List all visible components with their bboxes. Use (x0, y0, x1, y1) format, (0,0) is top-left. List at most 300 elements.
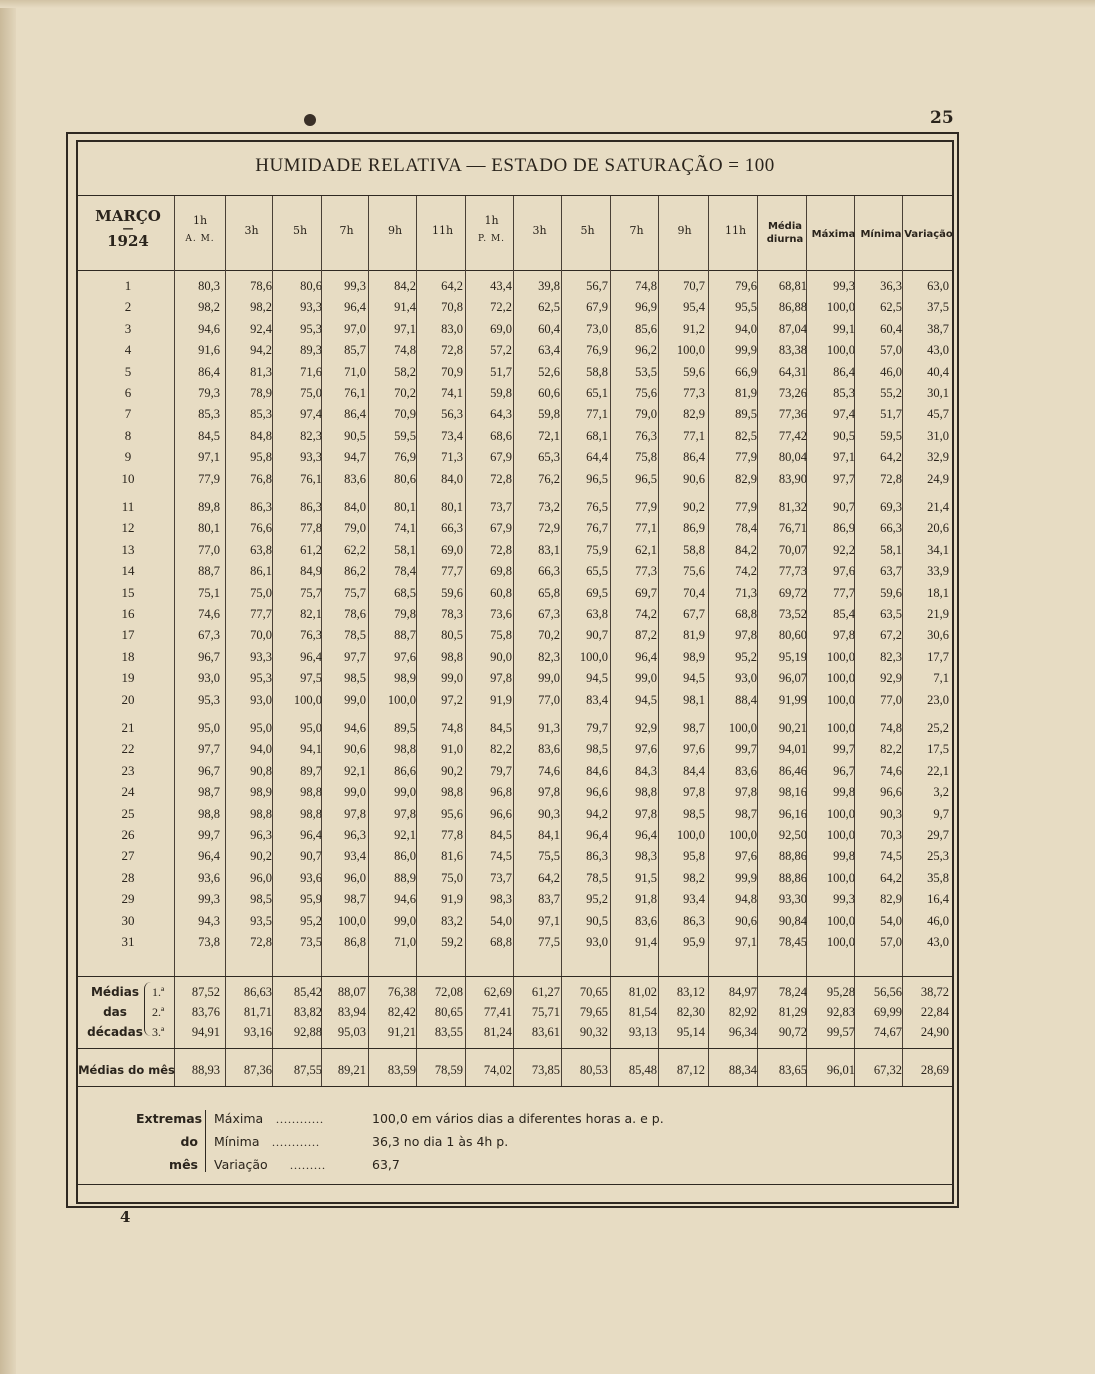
table-cell: 85,3 (250, 407, 272, 421)
table-cell: 83,1 (538, 543, 560, 557)
table-cell: 43,0 (927, 935, 949, 949)
table-cell: 60,6 (538, 386, 560, 400)
table-cell: 97,1 (735, 935, 757, 949)
table-cell: 91,8 (635, 892, 657, 906)
table-cell: 99,0 (394, 914, 416, 928)
table-cell: 18,1 (927, 586, 949, 600)
table-cell: 86,3 (250, 500, 272, 514)
table-cell: 20,6 (927, 521, 949, 535)
day-number: 27 (121, 848, 135, 863)
table-cell: 67,9 (586, 300, 608, 314)
table-cell: 70,9 (441, 365, 463, 379)
extremas-variacao-key: Variação (214, 1157, 268, 1172)
table-cell: 95,8 (250, 450, 272, 464)
table-cell: 94,3 (198, 914, 220, 928)
table-cell: 22,84 (920, 1005, 949, 1019)
mes-rule-top (76, 1048, 954, 1049)
header-hour-2: 3h (244, 224, 259, 237)
table-cell: 100,0 (826, 828, 855, 842)
table-cell: 74,2 (635, 607, 657, 621)
table-cell: 74,5 (880, 849, 902, 863)
table-cell: 39,8 (538, 279, 560, 293)
table-cell: 75,7 (344, 586, 366, 600)
table-cell: 64,3 (490, 407, 512, 421)
table-cell: 95,0 (300, 721, 322, 735)
table-cell: 67,3 (198, 628, 220, 642)
table-cell: 70,2 (538, 628, 560, 642)
table-cell: 54,0 (490, 914, 512, 928)
table-cell: 98,2 (250, 300, 272, 314)
table-cell: 100,0 (826, 671, 855, 685)
table-cell: 98,8 (250, 807, 272, 821)
extremas-minima-value: 36,3 no dia 1 às 4h p. (372, 1134, 509, 1149)
table-cell: 100,0 (728, 828, 757, 842)
table-cell: 97,4 (300, 407, 322, 421)
table-cell: 96,16 (778, 807, 807, 821)
table-cell: 93,0 (250, 693, 272, 707)
table-cell: 95,2 (586, 892, 608, 906)
table-cell: 76,9 (586, 343, 608, 357)
header-rule (76, 270, 954, 271)
table-cell: 59,2 (441, 935, 463, 949)
table-cell: 92,2 (833, 543, 855, 557)
table-cell: 95,3 (198, 693, 220, 707)
table-cell: 66,3 (441, 521, 463, 535)
table-cell: 68,81 (778, 279, 807, 293)
column-rule (561, 196, 562, 1086)
table-cell: 81,71 (243, 1005, 272, 1019)
title-rule (76, 195, 954, 196)
table-cell: 85,4 (833, 607, 855, 621)
table-cell: 96,4 (586, 828, 608, 842)
table-cell: 70,07 (778, 543, 807, 557)
table-cell: 57,2 (490, 343, 512, 357)
table-cell: 91,4 (394, 300, 416, 314)
table-cell: 80,60 (778, 628, 807, 642)
table-cell: 83,65 (778, 1063, 807, 1077)
table-cell: 88,86 (778, 849, 807, 863)
column-rule (416, 196, 417, 1086)
table-cell: 80,53 (579, 1063, 608, 1077)
decada-ordinal: 2.ª (152, 1005, 165, 1019)
table-cell: 74,8 (880, 721, 902, 735)
table-cell: 77,36 (778, 407, 807, 421)
table-cell: 98,1 (683, 693, 705, 707)
table-cell: 95,0 (250, 721, 272, 735)
table-cell: 93,3 (300, 300, 322, 314)
table-cell: 96,01 (826, 1063, 855, 1077)
table-cell: 70,7 (683, 279, 705, 293)
table-cell: 95,3 (300, 322, 322, 336)
table-cell: 94,6 (394, 892, 416, 906)
table-cell: 100,0 (676, 828, 705, 842)
table-cell: 97,0 (344, 322, 366, 336)
table-cell: 90,6 (735, 914, 757, 928)
table-cell: 96,9 (635, 300, 657, 314)
table-cell: 17,5 (927, 742, 949, 756)
table-cell: 99,7 (833, 742, 855, 756)
day-number: 29 (121, 891, 135, 906)
table-cell: 97,1 (538, 914, 560, 928)
day-number: 18 (121, 649, 135, 664)
table-cell: 70,0 (250, 628, 272, 642)
table-cell: 88,4 (735, 693, 757, 707)
table-cell: 90,2 (683, 500, 705, 514)
table-cell: 96,7 (198, 764, 220, 778)
table-cell: 98,5 (344, 671, 366, 685)
table-cell: 95,4 (683, 300, 705, 314)
table-cell: 80,04 (778, 450, 807, 464)
table-cell: 71,3 (441, 450, 463, 464)
table-cell: 70,3 (880, 828, 902, 842)
column-rule (757, 196, 758, 1086)
table-cell: 100,0 (826, 721, 855, 735)
header-maxima: Máxima (811, 229, 856, 240)
day-number: 16 (121, 606, 135, 621)
table-cell: 77,3 (635, 564, 657, 578)
day-number: 3 (124, 321, 132, 336)
am-label: A. M. (185, 234, 215, 244)
table-cell: 96,3 (344, 828, 366, 842)
table-cell: 92,83 (826, 1005, 855, 1019)
table-cell: 79,6 (735, 279, 757, 293)
day-number: 24 (121, 784, 135, 799)
table-cell: 59,5 (880, 429, 902, 443)
table-cell: 100,0 (728, 721, 757, 735)
table-cell: 58,2 (394, 365, 416, 379)
day-number: 7 (124, 406, 132, 421)
table-cell: 95,6 (441, 807, 463, 821)
table-cell: 89,3 (300, 343, 322, 357)
table-cell: 83,12 (676, 985, 705, 999)
table-cell: 25,3 (927, 849, 949, 863)
table-cell: 76,6 (250, 521, 272, 535)
table-cell: 56,7 (586, 279, 608, 293)
table-cell: 86,9 (683, 521, 705, 535)
footer-number: 4 (120, 1208, 131, 1226)
column-rule (272, 196, 273, 1086)
table-cell: 76,71 (778, 521, 807, 535)
table-cell: 96,5 (635, 472, 657, 486)
bottom-rule (76, 1184, 954, 1185)
table-cell: 90,2 (441, 764, 463, 778)
table-cell: 80,1 (394, 500, 416, 514)
table-cell: 98,3 (490, 892, 512, 906)
table-cell: 72,8 (250, 935, 272, 949)
table-cell: 93,3 (300, 450, 322, 464)
table-cell: 78,6 (344, 607, 366, 621)
table-cell: 75,8 (490, 628, 512, 642)
table-cell: 97,8 (538, 785, 560, 799)
day-number: 11 (121, 499, 135, 514)
table-cell: 21,9 (927, 607, 949, 621)
table-cell: 81,9 (683, 628, 705, 642)
table-cell: 87,12 (676, 1063, 705, 1077)
table-cell: 35,8 (927, 871, 949, 885)
table-cell: 98,3 (635, 849, 657, 863)
table-cell: 79,65 (579, 1005, 608, 1019)
table-cell: 97,8 (683, 785, 705, 799)
table-cell: 94,5 (586, 671, 608, 685)
table-cell: 99,8 (833, 849, 855, 863)
table-cell: 97,4 (833, 407, 855, 421)
column-rule (513, 196, 514, 1086)
table-cell: 100,0 (826, 650, 855, 664)
binding-hole (304, 114, 316, 126)
table-cell: 72,8 (880, 472, 902, 486)
table-cell: 85,6 (635, 322, 657, 336)
table-cell: 80,1 (198, 521, 220, 535)
table-cell: 95,2 (735, 650, 757, 664)
table-cell: 78,5 (586, 871, 608, 885)
table-cell: 94,0 (250, 742, 272, 756)
table-cell: 87,55 (293, 1063, 322, 1077)
table-cell: 90,7 (300, 849, 322, 863)
table-cell: 98,2 (198, 300, 220, 314)
table-cell: 71,0 (394, 935, 416, 949)
table-cell: 86,3 (300, 500, 322, 514)
day-number: 4 (124, 342, 132, 357)
table-cell: 88,07 (337, 985, 366, 999)
table-cell: 63,8 (250, 543, 272, 557)
table-cell: 80,6 (394, 472, 416, 486)
table-cell: 78,59 (434, 1063, 463, 1077)
header-media-diurna: Média diurna (766, 221, 804, 245)
table-cell: 77,9 (198, 472, 220, 486)
table-cell: 69,8 (490, 564, 512, 578)
table-cell: 98,8 (300, 807, 322, 821)
table-cell: 83,7 (538, 892, 560, 906)
header-hour-9: 5h (580, 224, 595, 237)
table-cell: 81,54 (628, 1005, 657, 1019)
table-cell: 62,69 (483, 985, 512, 999)
day-number: 20 (121, 692, 135, 707)
table-cell: 28,69 (920, 1063, 949, 1077)
table-cell: 75,1 (198, 586, 220, 600)
table-cell: 67,7 (683, 607, 705, 621)
header-hour-3: 5h (292, 224, 308, 237)
table-cell: 83,6 (635, 914, 657, 928)
table-cell: 84,1 (538, 828, 560, 842)
table-cell: 99,9 (735, 871, 757, 885)
table-cell: 59,5 (394, 429, 416, 443)
table-cell: 72,8 (490, 472, 512, 486)
table-cell: 90,7 (833, 500, 855, 514)
table-cell: 74,5 (490, 849, 512, 863)
table-cell: 70,65 (579, 985, 608, 999)
table-cell: 80,3 (198, 279, 220, 293)
table-cell: 91,99 (778, 693, 807, 707)
table-cell: 70,8 (441, 300, 463, 314)
table-cell: 93,6 (300, 871, 322, 885)
table-cell: 73,26 (778, 386, 807, 400)
table-cell: 74,6 (880, 764, 902, 778)
table-cell: 90,72 (778, 1025, 807, 1039)
table-cell: 38,7 (927, 322, 949, 336)
table-cell: 86,9 (833, 521, 855, 535)
table-cell: 96,6 (880, 785, 902, 799)
table-cell: 9,7 (933, 807, 949, 821)
table-cell: 90,0 (490, 650, 512, 664)
table-cell: 92,88 (293, 1025, 322, 1039)
table-cell: 53,5 (635, 365, 657, 379)
table-cell: 99,3 (198, 892, 220, 906)
table-cell: 91,4 (635, 935, 657, 949)
table-cell: 99,0 (635, 671, 657, 685)
day-number: 14 (121, 563, 135, 578)
table-cell: 96,3 (250, 828, 272, 842)
table-cell: 84,8 (250, 429, 272, 443)
table-cell: 99,9 (735, 343, 757, 357)
table-cell: 84,5 (198, 429, 220, 443)
table-cell: 88,86 (778, 871, 807, 885)
table-cell: 85,3 (198, 407, 220, 421)
table-cell: 84,4 (683, 764, 705, 778)
table-cell: 96,6 (586, 785, 608, 799)
table-cell: 84,2 (735, 543, 757, 557)
table-cell: 78,4 (735, 521, 757, 535)
table-cell: 75,6 (683, 564, 705, 578)
table-cell: 83,61 (531, 1025, 560, 1039)
table-cell: 95,28 (826, 985, 855, 999)
table-cell: 93,4 (344, 849, 366, 863)
header-hour-1: 1h A. M. (174, 214, 226, 246)
table-cell: 54,0 (880, 914, 902, 928)
table-cell: 58,8 (586, 365, 608, 379)
table-cell: 57,0 (880, 935, 902, 949)
table-cell: 84,9 (300, 564, 322, 578)
table-cell: 91,21 (387, 1025, 416, 1039)
table-cell: 91,9 (441, 892, 463, 906)
table-cell: 90,5 (344, 429, 366, 443)
table-cell: 21,4 (927, 500, 949, 514)
table-cell: 79,0 (635, 407, 657, 421)
table-cell: 84,5 (490, 721, 512, 735)
table-cell: 73,85 (531, 1063, 560, 1077)
table-cell: 94,2 (586, 807, 608, 821)
day-number: 22 (121, 741, 135, 756)
table-cell: 65,1 (586, 386, 608, 400)
table-cell: 69,7 (635, 586, 657, 600)
day-number: 2 (124, 299, 132, 314)
table-cell: 62,1 (635, 543, 657, 557)
table-cell: 96,2 (635, 343, 657, 357)
header-hour-7: 1h P. M. (465, 214, 518, 246)
mes-rule-bottom (76, 1086, 954, 1087)
table-cell: 78,6 (250, 279, 272, 293)
table-cell: 46,0 (880, 365, 902, 379)
day-number: 21 (121, 720, 135, 735)
table-cell: 63,8 (586, 607, 608, 621)
table-cell: 95,19 (778, 650, 807, 664)
table-cell: 99,0 (441, 671, 463, 685)
table-cell: 97,8 (344, 807, 366, 821)
table-cell: 96,8 (490, 785, 512, 799)
table-cell: 60,8 (490, 586, 512, 600)
table-cell: 81,29 (778, 1005, 807, 1019)
table-cell: 64,31 (778, 365, 807, 379)
table-cell: 98,5 (683, 807, 705, 821)
year-label: 1924 (107, 232, 149, 250)
table-cell: 75,8 (635, 450, 657, 464)
table-cell: 99,57 (826, 1025, 855, 1039)
table-cell: 82,42 (387, 1005, 416, 1019)
table-cell: 89,5 (735, 407, 757, 421)
month-dash: — (122, 222, 134, 235)
table-cell: 99,0 (538, 671, 560, 685)
table-cell: 91,6 (198, 343, 220, 357)
table-cell: 34,1 (927, 543, 949, 557)
header-hour-11: 9h (677, 224, 692, 237)
table-cell: 95,2 (300, 914, 322, 928)
table-cell: 94,7 (344, 450, 366, 464)
table-cell: 92,50 (778, 828, 807, 842)
table-cell: 96,4 (635, 650, 657, 664)
table-cell: 89,8 (198, 500, 220, 514)
table-cell: 63,4 (538, 343, 560, 357)
table-cell: 70,9 (394, 407, 416, 421)
column-rule (708, 196, 709, 1086)
table-cell: 38,72 (920, 985, 949, 999)
table-cell: 74,02 (483, 1063, 512, 1077)
table-cell: 90,6 (683, 472, 705, 486)
table-cell: 96,6 (490, 807, 512, 821)
table-cell: 69,72 (778, 586, 807, 600)
table-cell: 79,7 (586, 721, 608, 735)
table-cell: 98,7 (683, 721, 705, 735)
table-cell: 59,6 (683, 365, 705, 379)
table-cell: 81,02 (628, 985, 657, 999)
table-cell: 85,42 (293, 985, 322, 999)
table-cell: 84,5 (490, 828, 512, 842)
table-cell: 95,0 (198, 721, 220, 735)
table-cell: 86,46 (778, 764, 807, 778)
table-cell: 93,0 (735, 671, 757, 685)
table-cell: 96,0 (250, 871, 272, 885)
table-cell: 77,42 (778, 429, 807, 443)
table-cell: 82,5 (735, 429, 757, 443)
table-cell: 73,2 (538, 500, 560, 514)
table-cell: 82,9 (683, 407, 705, 421)
header-hour-5: 9h (387, 224, 403, 237)
table-cell: 90,6 (344, 742, 366, 756)
table-cell: 59,8 (490, 386, 512, 400)
table-cell: 89,7 (300, 764, 322, 778)
table-cell: 90,7 (586, 628, 608, 642)
table-title: HUMIDADE RELATIVA — ESTADO DE SATURAÇÃO = 100 (255, 155, 775, 176)
table-cell: 85,3 (833, 386, 855, 400)
medias-mes-label: Médias do mês (78, 1063, 175, 1077)
table-cell: 98,8 (441, 650, 463, 664)
table-cell: 96,4 (344, 300, 366, 314)
table-cell: 97,8 (394, 807, 416, 821)
table-cell: 74,2 (735, 564, 757, 578)
table-cell: 95,14 (676, 1025, 705, 1039)
table-cell: 79,3 (198, 386, 220, 400)
day-number: 26 (121, 827, 135, 842)
day-number: 8 (124, 428, 132, 443)
table-cell: 99,0 (344, 785, 366, 799)
table-cell: 30,6 (927, 628, 949, 642)
table-cell: 77,9 (735, 500, 757, 514)
table-cell: 67,9 (490, 450, 512, 464)
table-cell: 90,8 (250, 764, 272, 778)
table-cell: 100,0 (826, 300, 855, 314)
table-cell: 75,6 (635, 386, 657, 400)
table-cell: 91,5 (635, 871, 657, 885)
table-cell: 98,9 (683, 650, 705, 664)
table-cell: 73,7 (490, 500, 512, 514)
